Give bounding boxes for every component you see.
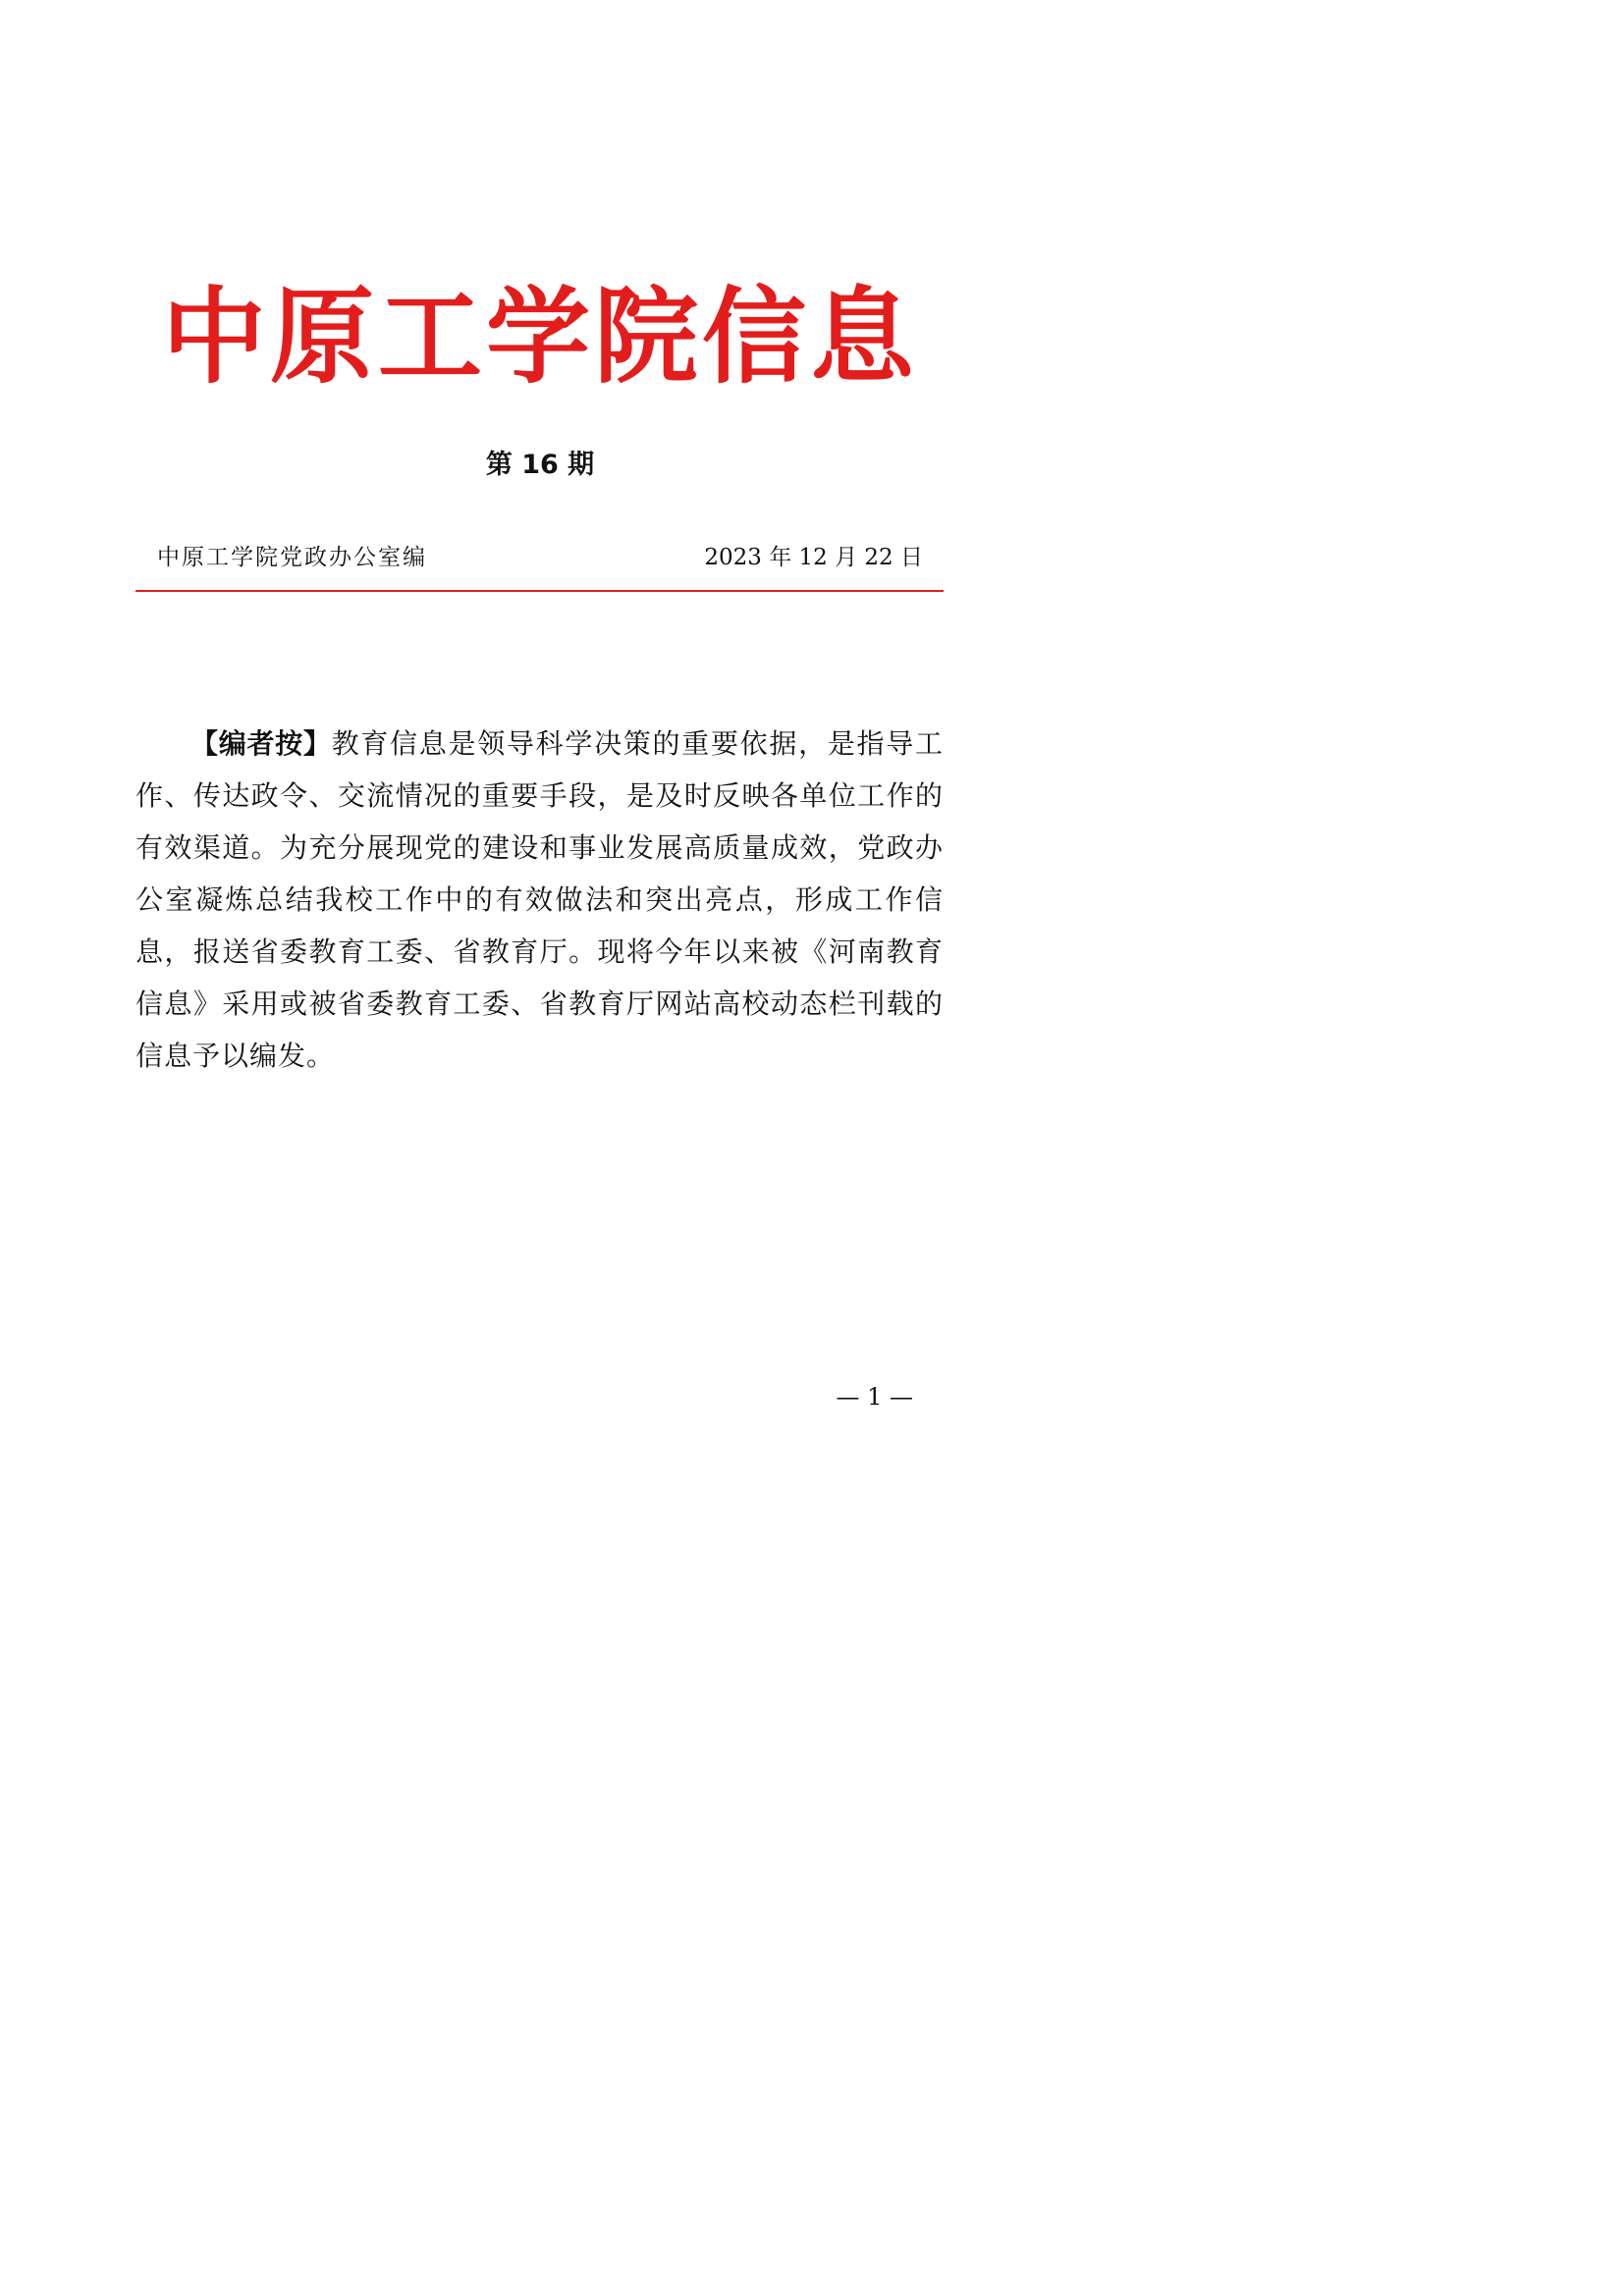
- red-divider-rule: [135, 590, 944, 592]
- editor-note-text: 教育信息是领导科学决策的重要依据，是指导工作、传达政令、交流情况的重要手段，是及时反映各单位工作的有效渠道。为充分展现党的建设和事业发展高质量成效，党政办公室凝炼总结我校工作中的有效做法和突出亮点，形成工作信息，报送省委教育工委、省教育厅。现将今年以来被《河南教育信息》采用或被省委教育工委、省教育厅网站高校动态栏刊载的信息予以编发。: [135, 727, 944, 1072]
- page-number: — 1 —: [836, 1383, 913, 1411]
- masthead-title: 中原工学院信息: [162, 275, 918, 398]
- compiler-line: 中原工学院党政办公室编: [157, 545, 427, 570]
- editor-note-label: 【编者按】: [190, 727, 332, 760]
- issue-date: 2023 年 12 月 22 日: [704, 545, 923, 570]
- issue-number: 第 16 期: [485, 450, 595, 480]
- editor-note-paragraph: [135, 718, 944, 1082]
